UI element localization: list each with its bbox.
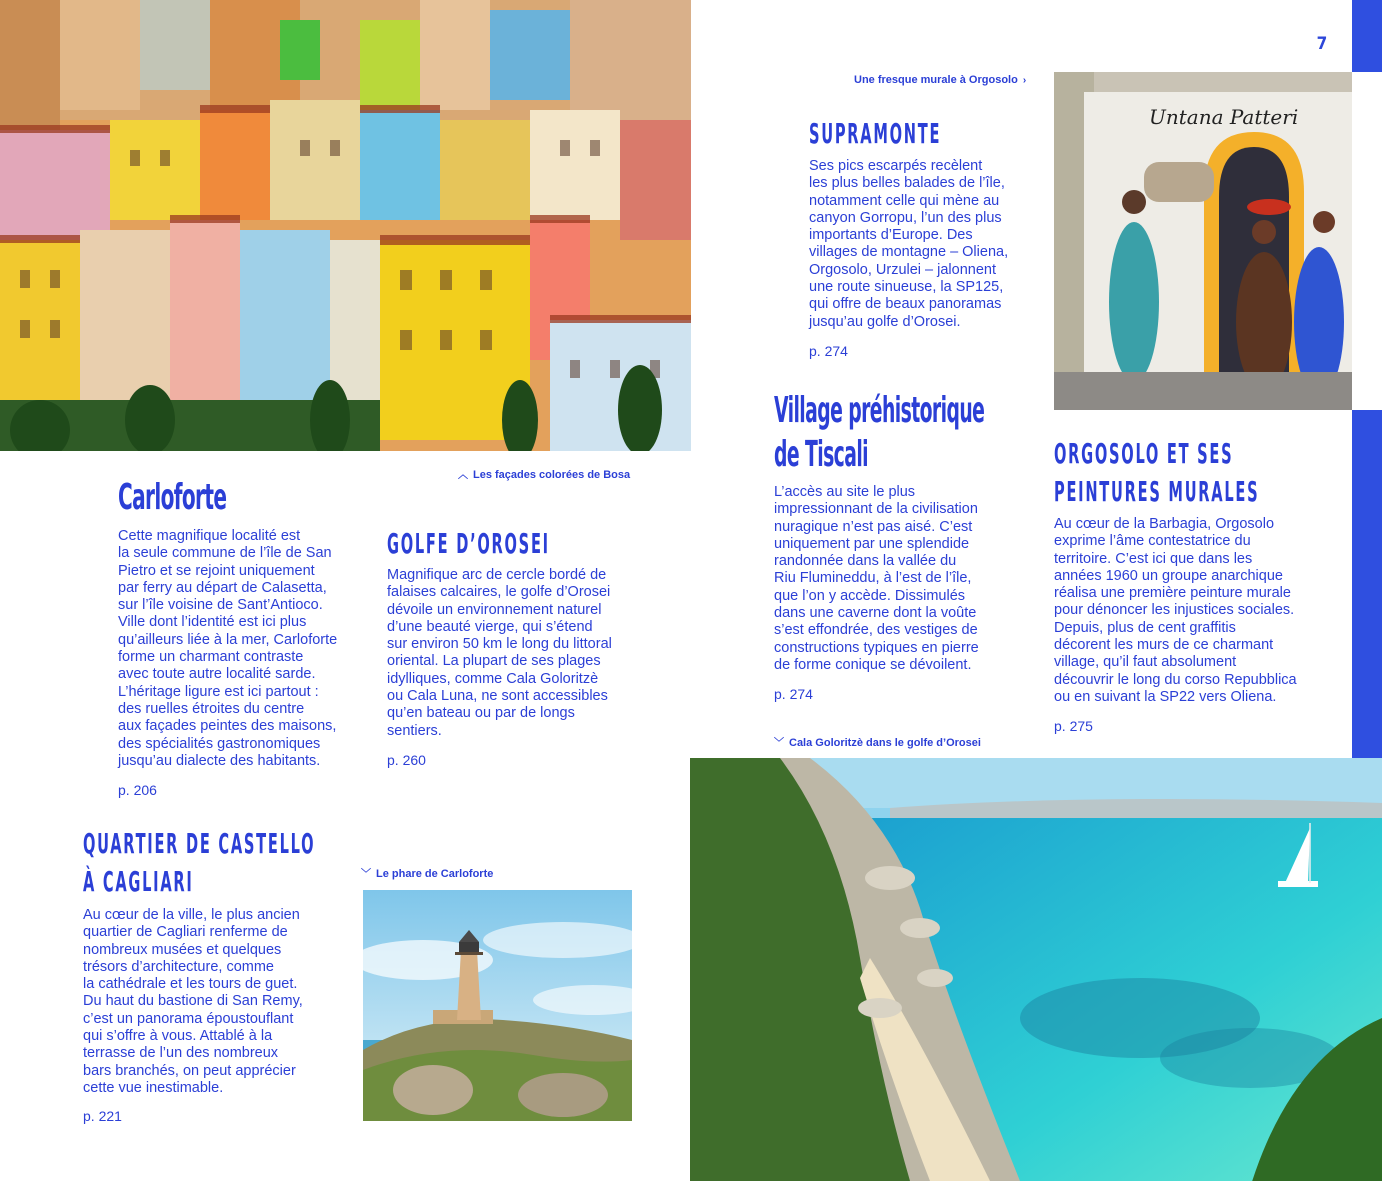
golfe-body: Magnifique arc de cercle bordé de falaises calcaires, le golfe d’Orosei dévoile un environnement naturel d’une beauté vierge, qui s’étend sur environ 50 km le long du littoral oriental. La plupart de ses plages idylliques, comme Cala Goloritzè ou Cala Luna, ne sont accessibles qu’en bateau ou par de longs sentiers. <box>387 567 612 739</box>
caption-goloritze: ﹀ Cala Goloritzè dans le golfe d’Orosei <box>774 734 981 749</box>
caption-orgosolo: Une fresque murale à Orgosolo › <box>854 74 1027 86</box>
carloforte-page-ref: p. 206 <box>118 782 157 798</box>
chevron-down-icon: ﹀ <box>361 869 371 880</box>
blue-stripe-bottom <box>1352 410 1382 758</box>
golfe-title: GOLFE D’OROSEI <box>387 527 550 560</box>
photo-orgosolo-mural <box>1054 72 1352 410</box>
tiscali-body: L’accès au site le plus impressionnant de la civilisation nuragique n’est pas aisé. C’est uniquement par une splendide randonnée dans la vallée du Riu Flumineddu, à l’est de l’île, que l’on y accède. Dissimulés dans une caverne dont la voûte s’est effondrée, des vestiges de constructions typiques en pierre de forme conique se dévoilent. <box>774 484 979 673</box>
supramonte-body: Ses pics escarpés recèlent les plus belles balades de l’île, notamment celle qui mène au canyon Gorropu, l’un des plus importants d’Europe. Des villages de montagne – Oliena, Orgosolo, Urzulei – jalonnent une route sinueuse, la SP125, qui offre de beaux panoramas jusqu’au golfe d’Orosei. <box>809 158 1009 330</box>
castello-title-line2: À CAGLIARI <box>83 865 194 898</box>
supramonte-page-ref: p. 274 <box>809 343 848 359</box>
blue-stripe-top <box>1352 0 1382 72</box>
orgosolo-body: Au cœur de la Barbagia, Orgosolo exprime l’âme contestatrice du territoire. C’est ici que dans les années 1960 un groupe anarchique réalisa une première peinture murale pour dénoncer les injustices sociales. Depuis, plus de cent graffitis décorent les murs de ce charmant village, qu’il faut absolument découvrir le long du corso Repubblica ou en suivant la SP22 vers Oliena. <box>1054 516 1297 705</box>
orgosolo-page-ref: p. 275 <box>1054 718 1093 734</box>
photo-carloforte-lighthouse <box>363 890 632 1121</box>
carloforte-title: Carloforte <box>118 477 227 518</box>
golfe-page-ref: p. 260 <box>387 752 426 768</box>
castello-body: Au cœur de la ville, le plus ancien quartier de Cagliari renferme de nombreux musées et quelques trésors d’architecture, comme la cathédrale et les tours de guet. Du haut du bastione di San Remy, c’est un panorama époustouflant qui s’offre à vous. Attablé à la terrasse de l’un des nombreux bars branchés, on peut apprécier cette vue inestimable. <box>83 907 303 1096</box>
photo-cala-goloritze <box>690 758 1382 1181</box>
castello-title-line1: QUARTIER DE CASTELLO <box>83 827 316 860</box>
caption-bosa: ︿ Les façades colorées de Bosa <box>458 466 630 481</box>
photo-bosa-facades <box>0 0 691 451</box>
page-number: 7 <box>1316 34 1328 54</box>
tiscali-title-line2: de Tiscali <box>774 434 869 475</box>
chevron-down-icon: ﹀ <box>774 738 784 749</box>
orgosolo-title-line2: PEINTURES MURALES <box>1054 475 1260 508</box>
carloforte-body: Cette magnifique localité est la seule commune de l’île de San Pietro et se rejoint uniquement par ferry au départ de Calasetta, sur l’île voisine de Sant’Antioco. Ville dont l’identité est ici plus qu’ailleurs liée à la mer, Carloforte forme un charmant contraste avec toute autre localité sarde. L’héritage ligure est ici partout : des ruelles étroites du centre aux façades peintes des maisons, des spécialités gastronomiques jusqu’au dialecte des habitants. <box>118 528 338 769</box>
chevron-up-icon: ︿ <box>458 470 468 481</box>
tiscali-page-ref: p. 274 <box>774 686 813 702</box>
orgosolo-title-line1: ORGOSOLO ET SES <box>1054 437 1234 470</box>
tiscali-title-line1: Village préhistorique <box>774 390 985 431</box>
caption-lighthouse: ﹀ Le phare de Carloforte <box>361 865 493 880</box>
mural-lettering: Untana Patteri <box>1149 105 1299 129</box>
castello-page-ref: p. 221 <box>83 1108 122 1124</box>
chevron-right-icon: › <box>1022 75 1027 86</box>
supramonte-title: SUPRAMONTE <box>809 117 942 150</box>
